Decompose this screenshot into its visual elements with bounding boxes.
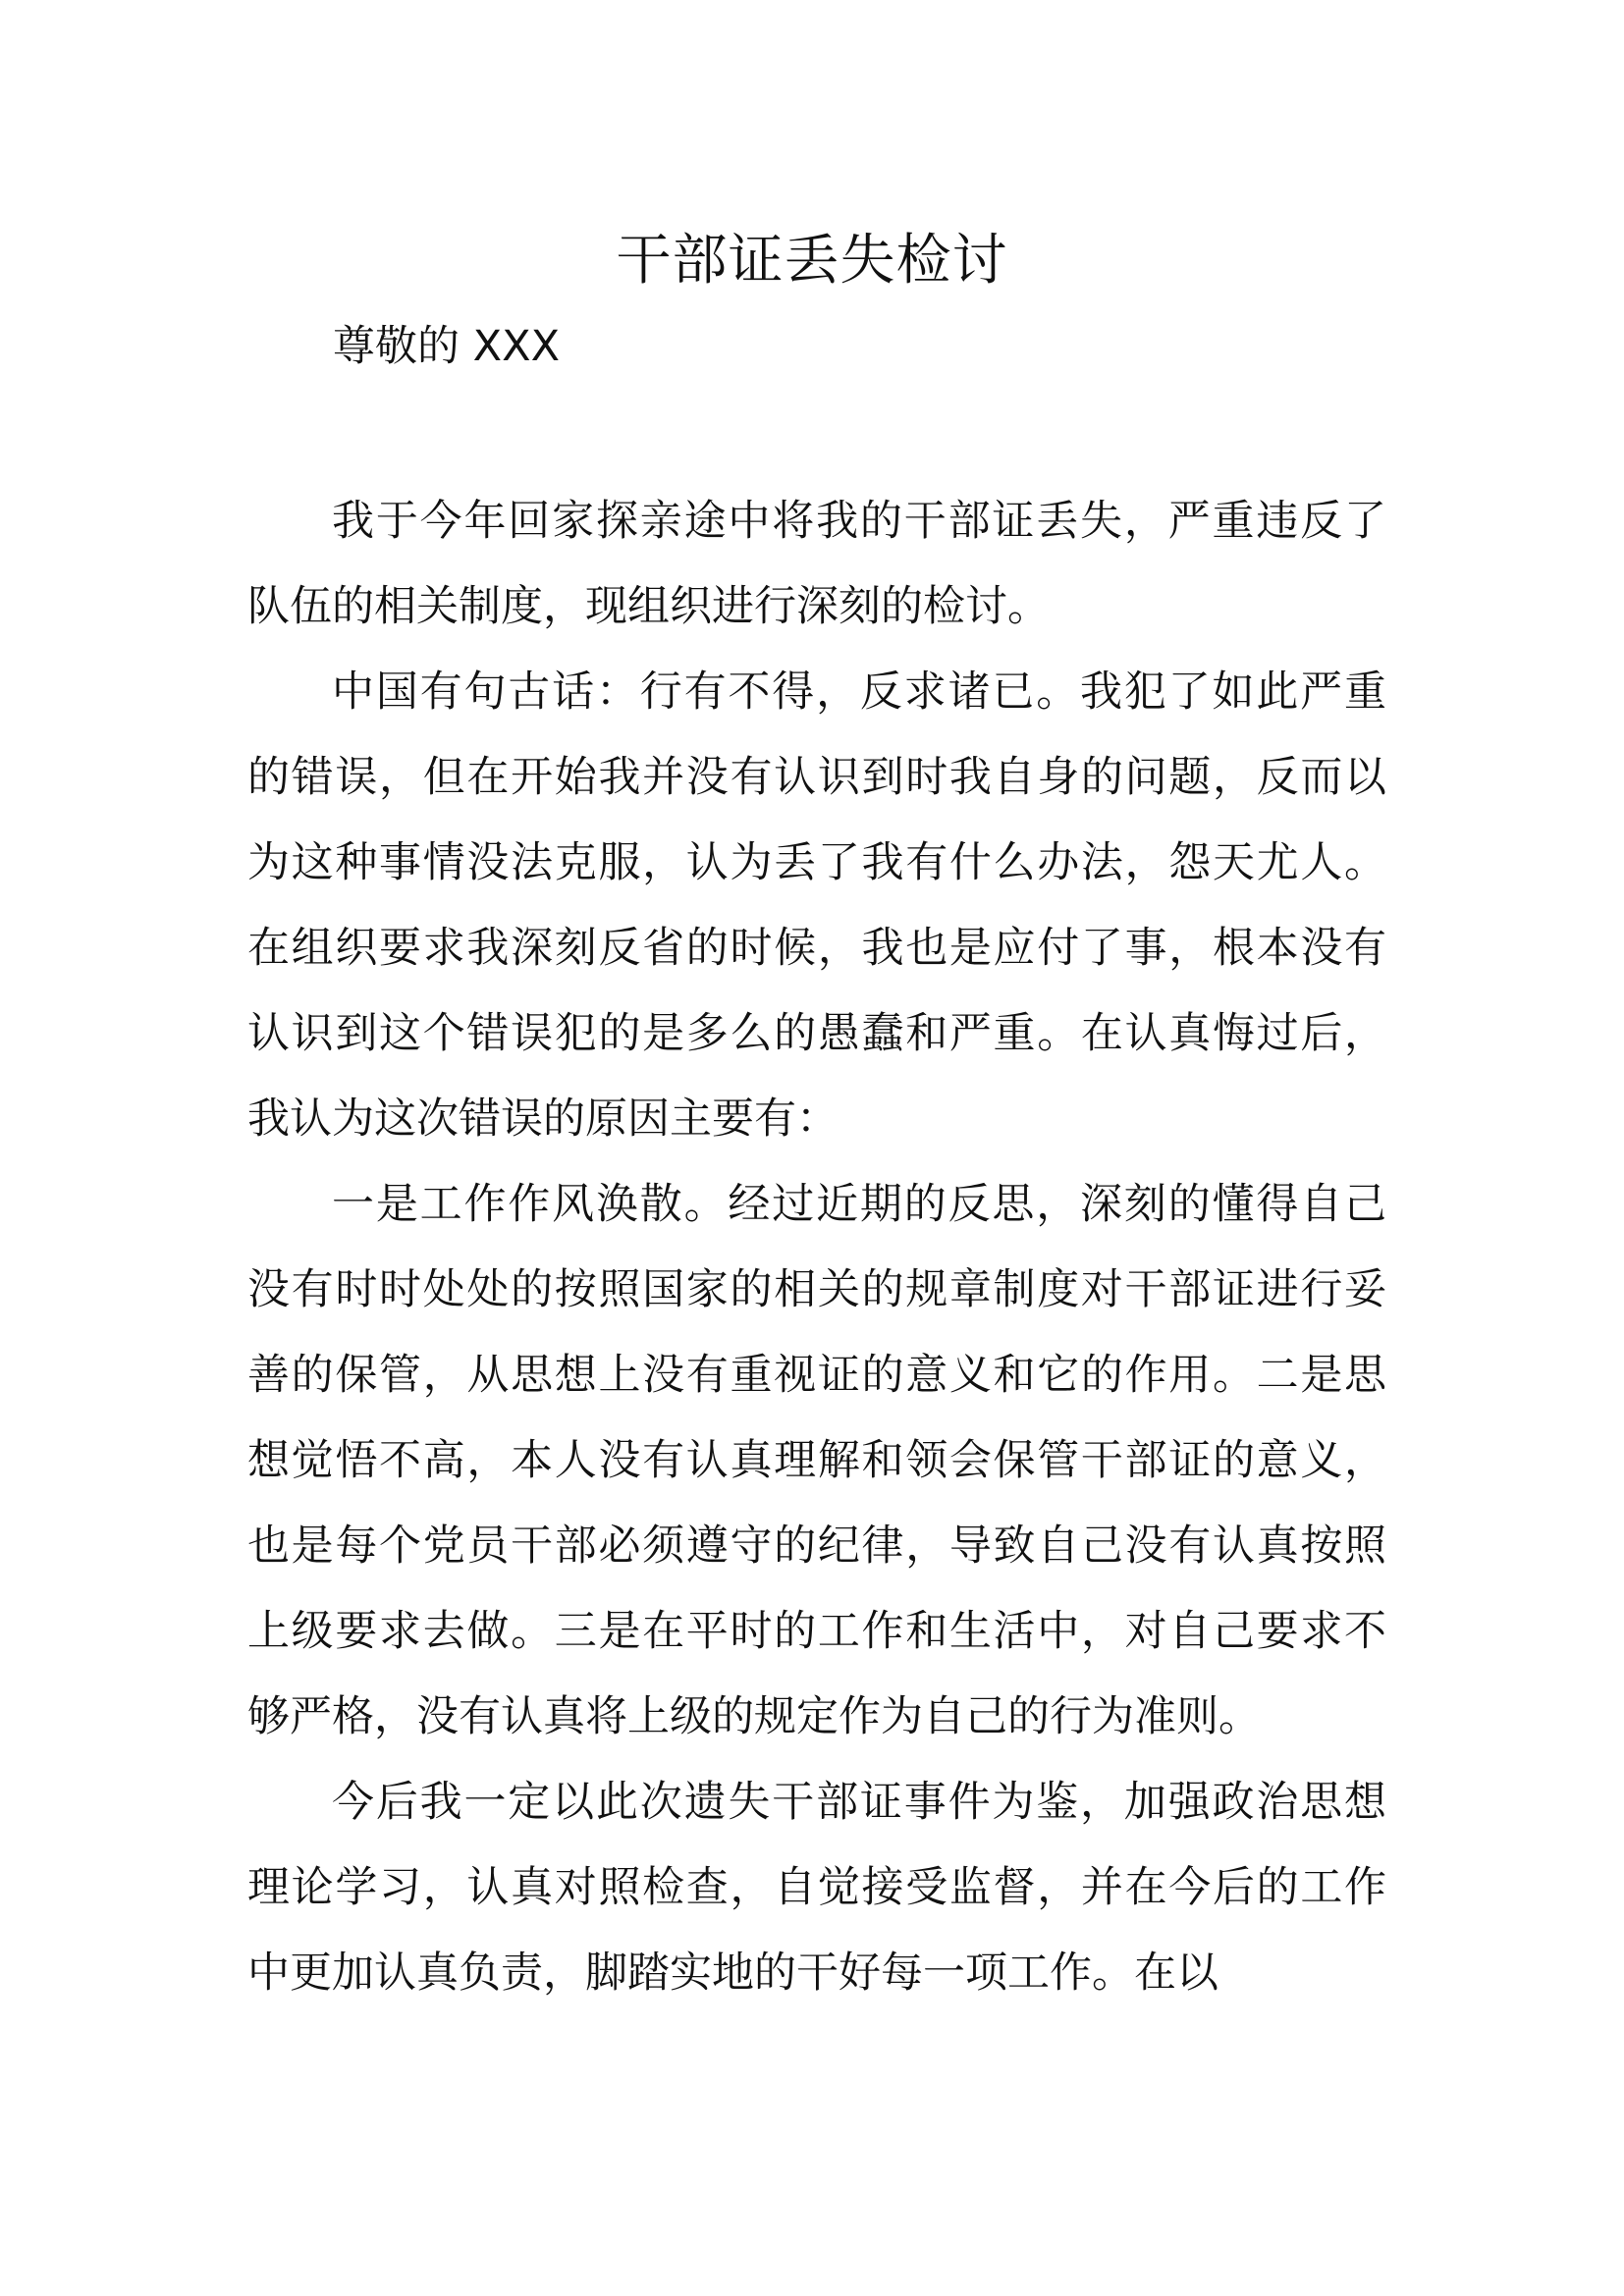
salutation: 尊敬的 XXX bbox=[333, 322, 561, 371]
document-title: 干部证丢失检讨 bbox=[616, 229, 1008, 293]
paragraph-4: 今后我一定以此次遗失干部证事件为鉴，加强政治思想理论学习，认真对照检查，自觉接受监督，并在今后的工作中更加认真负责，脚踏实地的干好每一项工作。在以 bbox=[247, 1778, 1386, 1998]
paragraph-2: 中国有句古话：行有不得，反求诸已。我犯了如此严重的错误，但在开始我并没有认识到时我自身的问题，反而以为这种事情没法克服，认为丢了我有什么办法，怨天尤人。在组织要求我深刻反省的时候，我也是应付了事，根本没有认识到这个错误犯的是多么的愚蠢和严重。在认真悔过后，我认为这次错误的原因主要有： bbox=[247, 667, 1386, 1144]
paragraph-1: 我于今年回家探亲途中将我的干部证丢失，严重违反了队伍的相关制度，现组织进行深刻的检讨。 bbox=[247, 497, 1386, 631]
paragraph-3: 一是工作作风涣散。经过近期的反思，深刻的懂得自己没有时时处处的按照国家的相关的规章制度对干部证进行妥善的保管，从思想上没有重视证的意义和它的作用。二是思想觉悟不高，本人没有认真理解和领会保管干部证的意义，也是每个党员干部必须遵守的纪律，导致自己没有认真按照上级要求去做。三是在平时的工作和生活中，对自己要求不够严格，没有认真将上级的规定作为自己的行为准则。 bbox=[247, 1180, 1386, 1741]
document-body bbox=[247, 479, 1386, 2016]
